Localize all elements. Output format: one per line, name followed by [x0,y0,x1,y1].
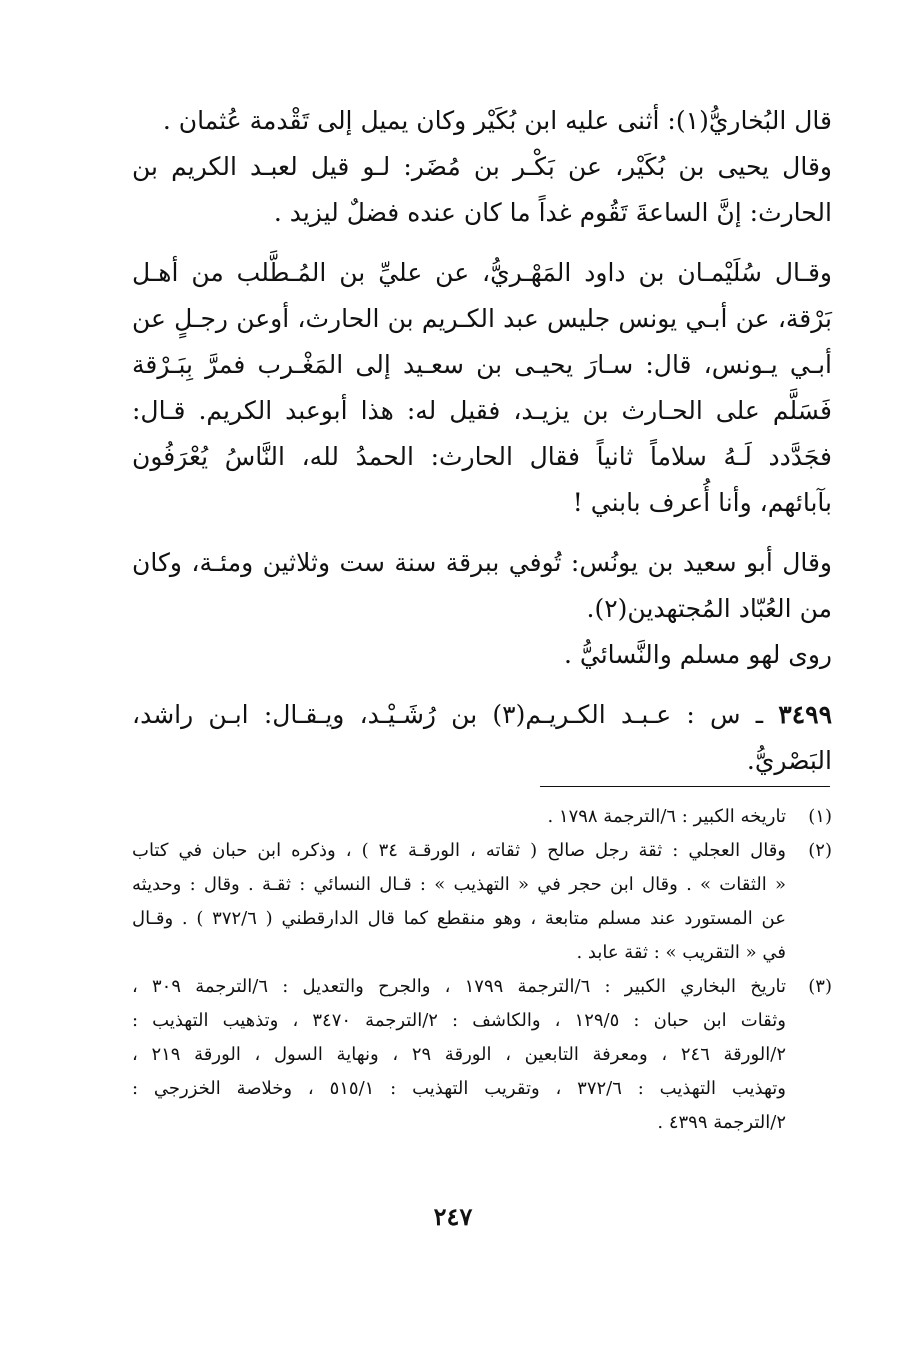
footnote-line: وقال العجلي : ثقة رجل صالح ( ثقاته ، الورقـة ٣٤ ) ، وذكره ابن حبان في كتاب [132,840,786,861]
footnote-line: تاريخ البخاري الكبير : ٦/الترجمة ١٧٩٩ ، والجرح والتعديل : ٦/الترجمة ٣٠٩ ، [132,976,787,997]
footnote-text [132,800,786,834]
footnote [132,970,832,1140]
footnote-line: عن المستورد عند مسلم متابعة ، وهو منقطع كما قال الدارقطني ( ٣٧٢/٦ ) . وقـال [132,908,786,929]
footnote-line: ٢/الترجمة ٤٣٩٩ . [657,1112,786,1133]
footnote-text [132,834,786,970]
footnote-number: (١) [808,806,832,827]
paragraph-riwaya: روى لهو مسلم والنَّسائيُّ . [563,640,832,669]
entry-number: ٣٤٩٩ [778,700,833,729]
footnote-line: تاريخه الكبير : ٦/الترجمة ١٧٩٨ . [547,806,786,827]
footnotes [132,800,832,1140]
footnote-line: « الثقات » . وقال ابن حجر في « التهذيب » : قـال النسائي : ثقـة . وقال : وحديثه [132,874,786,895]
entry-text: ـ س : عـبـد الكـريـم(٣) بن رُشَـيْـد، ويـقـال: ابـن راشد، البَصْريُّ. [132,700,832,775]
footnote-line: وثقات ابن حبان : ١٢٩/٥ ، والكاشف : ٢/الترجمة ٣٤٧٠ ، وتذهيب التهذيب : [132,1010,786,1031]
footnote-text [132,970,786,1140]
footnote [132,800,832,834]
page-number: ٢٤٧ [433,1202,473,1231]
paragraph-gap [132,236,832,250]
paragraph-yahya: وقال يحيى بن بُكَيْر، عن بَكْـر بن مُضَر: لـو قيل لعبـد الكريم بن الحارث: إنَّ الساعةَ تَقُوم غداً ما كان عنده فضلٌ ليزيد . [132,152,832,227]
entry-heading [132,692,832,784]
footnote [132,834,832,970]
main-text [132,98,832,784]
paragraph-abu-said: وقال أبو سعيد بن يونُس: تُوفي ببرقة سنة ست وثلاثين ومئـة، وكان من العُبّاد المُجتهدين(٢). [132,548,832,623]
paragraph-gap [132,526,832,540]
footnote-line: وتهذيب التهذيب : ٣٧٢/٦ ، وتقريب التهذيب : ٥١٥/١ ، وخلاصة الخزرجي : [132,1078,786,1099]
paragraph-sulayman: وقـال سُلَيْمـان بن داود المَهْـريُّ، عن عليِّ بن المُـطَّلب من أهـل بَرْقة، عن أبـي يونس جليس عبد الكـريم بن الحارث، أوعن رجـلٍ عن أبـي يـونس، قال: سـارَ يحيـى بن سعـيد إلى المَغْـرب فمرَّ بِبَـرْقة فَسَلَّم على الحـارث بن يزيـد، فقيل له: هذا أبوعبد الكريم. قـال: فجَدَّدد لَـهُ سلاماً ثانياً فقال الحارث: الحمدُ لله، النَّاسُ يُعْرَفُون بآبائهم، وأنا أُعرف بابني ! [132,258,832,517]
paragraph-gap [132,678,832,692]
footnote-line: ٢/الورقة ٢٤٦ ، ومعرفة التابعين ، الورقة ٢٩ ، ونهاية السول ، الورقة ٢١٩ ، [132,1044,786,1065]
footnote-line: في « التقريب » : ثقة عابد . [576,942,786,963]
paragraph-bukhari: قال البُخاريُّ(١): أثنى عليه ابن بُكَيْر وكان يميل إلى تَقْدمة عُثمان . [162,106,832,135]
footnote-separator [540,786,830,787]
footnote-number: (٣) [808,976,832,997]
footnote-number: (٢) [808,840,832,861]
